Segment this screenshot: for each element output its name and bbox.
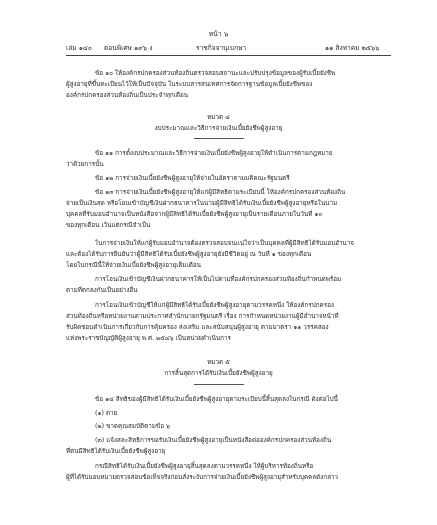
chapter-5-subtitle: การสิ้นสุดการได้รับเงินเบี้ยยังชีพผู้สูงอายุ [164, 370, 273, 377]
clause-14-intro: ข้อ ๑๔ สิทธิของผู้มีสิทธิได้รับเงินเบี้ยยังชีพผู้สูงอายุตามระเบียบนี้สิ้นสุดลงในกรณี ดังต่อไปนี้ [95, 396, 338, 403]
clause-10-line-3: องค์กรปกครองส่วนท้องถิ่นเป็นประจำทุกเดือน [66, 92, 189, 99]
clause-14-item-3: (๓) แจ้งสละสิทธิการขอรับเงินเบี้ยยังชีพผู้สูงอายุเป็นหนังสือต่อองค์กรปกครองส่วนท้องถิ่น [95, 437, 332, 444]
chapter-5-title: หมวด ๕ [207, 359, 230, 366]
clause-13-para4-line-4: แห่งพระราชบัญญัติผู้สูงอายุ พ.ศ. ๒๕๔๖ เป็นหน่วยดำเนินการ [66, 335, 231, 342]
clause-13-para4-line-1: การโอนเงินเข้าบัญชีให้แก่ผู้มีสิทธิได้รับเบี้ยยังชีพผู้สูงอายุตามวรรคหนึ่ง ให้องค์กรปกครอง [95, 302, 334, 309]
clause-13-para2-line-3: โดยในกรณีนี้ให้จ่ายเงินเบี้ยยังชีพผู้สูงอายุเต็มเดือน [66, 262, 201, 269]
clause-13-line-2: จ่ายเป็นเงินสด หรือโอนเข้าบัญชีเงินฝากธนาคารในนามผู้มีสิทธิได้รับเงินเบี้ยยังชีพผู้สูงอายุหรือในนาม [66, 200, 338, 207]
clause-14-item-3-cont: ที่ตนมีสิทธิได้รับเงินเบี้ยยังชีพผู้สูงอายุ [66, 448, 166, 455]
issue-label: ตอนพิเศษ ๑๙๖ ง [104, 44, 153, 52]
clause-13-line-1: ข้อ ๑๓ การจ่ายเงินเบี้ยยังชีพผู้สูงอายุให้แก่ผู้มีสิทธิตามระเบียบนี้ ให้องค์กรปกครองส่วนท้องถิ่น [95, 189, 346, 196]
header-rule [66, 55, 391, 56]
clause-10-line-2: ผู้สูงอายุที่ขึ้นทะเบียนไว้ให้เป็นปัจจุบัน ในระบบสารสนเทศการจัดการฐานข้อมูลเบี้ยยังชีพของ [66, 81, 313, 88]
chapter-4-subtitle: งบประมาณและวิธีการจ่ายเงินเบี้ยยังชีพผู้สูงอายุ [154, 125, 283, 132]
chapter-4-divider [194, 138, 244, 139]
page-number: หน้า ๖ [208, 30, 229, 38]
clause-14-item-1: (๑) ตาย [95, 410, 118, 417]
clause-13-para3-line-2: ตามที่ตกลงกันเป็นอย่างอื่น [66, 287, 138, 294]
clause-11-line-1: ข้อ ๑๑ การตั้งงบประมาณและวิธีการจ่ายเงินเบี้ยยังชีพผู้สูงอายุให้ดำเนินการตามกฎหมาย [95, 150, 333, 157]
clause-10-line-1: ข้อ ๑๐ ให้องค์กรปกครองส่วนท้องถิ่นตรวจสอบสถานะและปรับปรุงข้อมูลของผู้รับเบี้ยยังชีพ [95, 70, 336, 77]
clause-14-item-2: (๒) ขาดคุณสมบัติตามข้อ ๖ [95, 423, 170, 430]
clause-12: ข้อ ๑๒ การจ่ายเงินเบี้ยยังชีพผู้สูงอายุให้จ่ายในอัตราตามมติคณะรัฐมนตรี [95, 175, 290, 182]
clause-11-line-2: ว่าด้วยการนั้น [66, 161, 104, 168]
chapter-5-divider [194, 384, 244, 385]
clause-13-para2-line-1: ในการจ่ายเงินให้แก่ผู้รับมอบอำนาจต้องตรวจสอบจนแน่ใจว่าเป็นบุคคลที่ผู้มีสิทธิได้รับมอบอำนาจ [95, 240, 354, 247]
clause-13-line-4: ของทุกเดือน เว้นแต่กรณีจำเป็น [66, 222, 151, 229]
volume-label: เล่ม ๑๔๐ [66, 44, 92, 52]
chapter-4-title: หมวด ๔ [207, 114, 230, 121]
clause-13-para4-line-2: ส่วนท้องถิ่นหรือหน่วยงานตามประกาศสำนักนายกรัฐมนตรี เรื่อง การกำหนดหน่วยงานผู้มีอำนาจหน้าที่ [66, 313, 339, 320]
gazette-title: ราชกิจจานุเบกษา [196, 44, 247, 52]
clause-13-para2-line-2: และต้องได้รับการยืนยันว่าผู้มีสิทธิได้รับเบี้ยยังชีพผู้สูงอายุยังมีชีวิตอยู่ ณ วันที่ ๑ ของทุกเดือน [66, 251, 312, 258]
clause-13-para3-line-1: การโอนเงินเข้าบัญชีเงินฝากธนาคารให้เป็นไปตามที่องค์กรปกครองส่วนท้องถิ่นกำหนดพร้อม [95, 276, 342, 283]
clause-13-para4-line-3: รับผิดชอบดำเนินการเกี่ยวกับการคุ้มครอง ส่งเสริม และสนับสนุนผู้สูงอายุ ตามมาตรา ๑๑ วรรคสอง [66, 324, 329, 331]
clause-14-para2-line-2: ผู้ที่ได้รับมอบหมายตรวจสอบข้อเท็จจริงก่อนสั่งระงับการจ่ายเงินเบี้ยยังชีพผู้สูงอายุสำหรับบุคคลดังกล่าว [66, 474, 339, 481]
clause-14-para2-line-1: กรณีสิทธิได้รับเงินเบี้ยยังชีพผู้สูงอายุสิ้นสุดลงตามวรรคหนึ่ง ให้ผู้บริหารท้องถิ่นหรือ [95, 463, 314, 470]
publication-date: ๑๑ สิงหาคม ๒๕๖๖ [325, 44, 380, 52]
clause-13-line-3: บุคคลที่รับมอบอำนาจเป็นหนังสือจากผู้มีสิทธิได้รับเบี้ยยังชีพผู้สูงอายุเป็นรายเดือนภายในวันที่ ๑๐ [66, 211, 323, 218]
